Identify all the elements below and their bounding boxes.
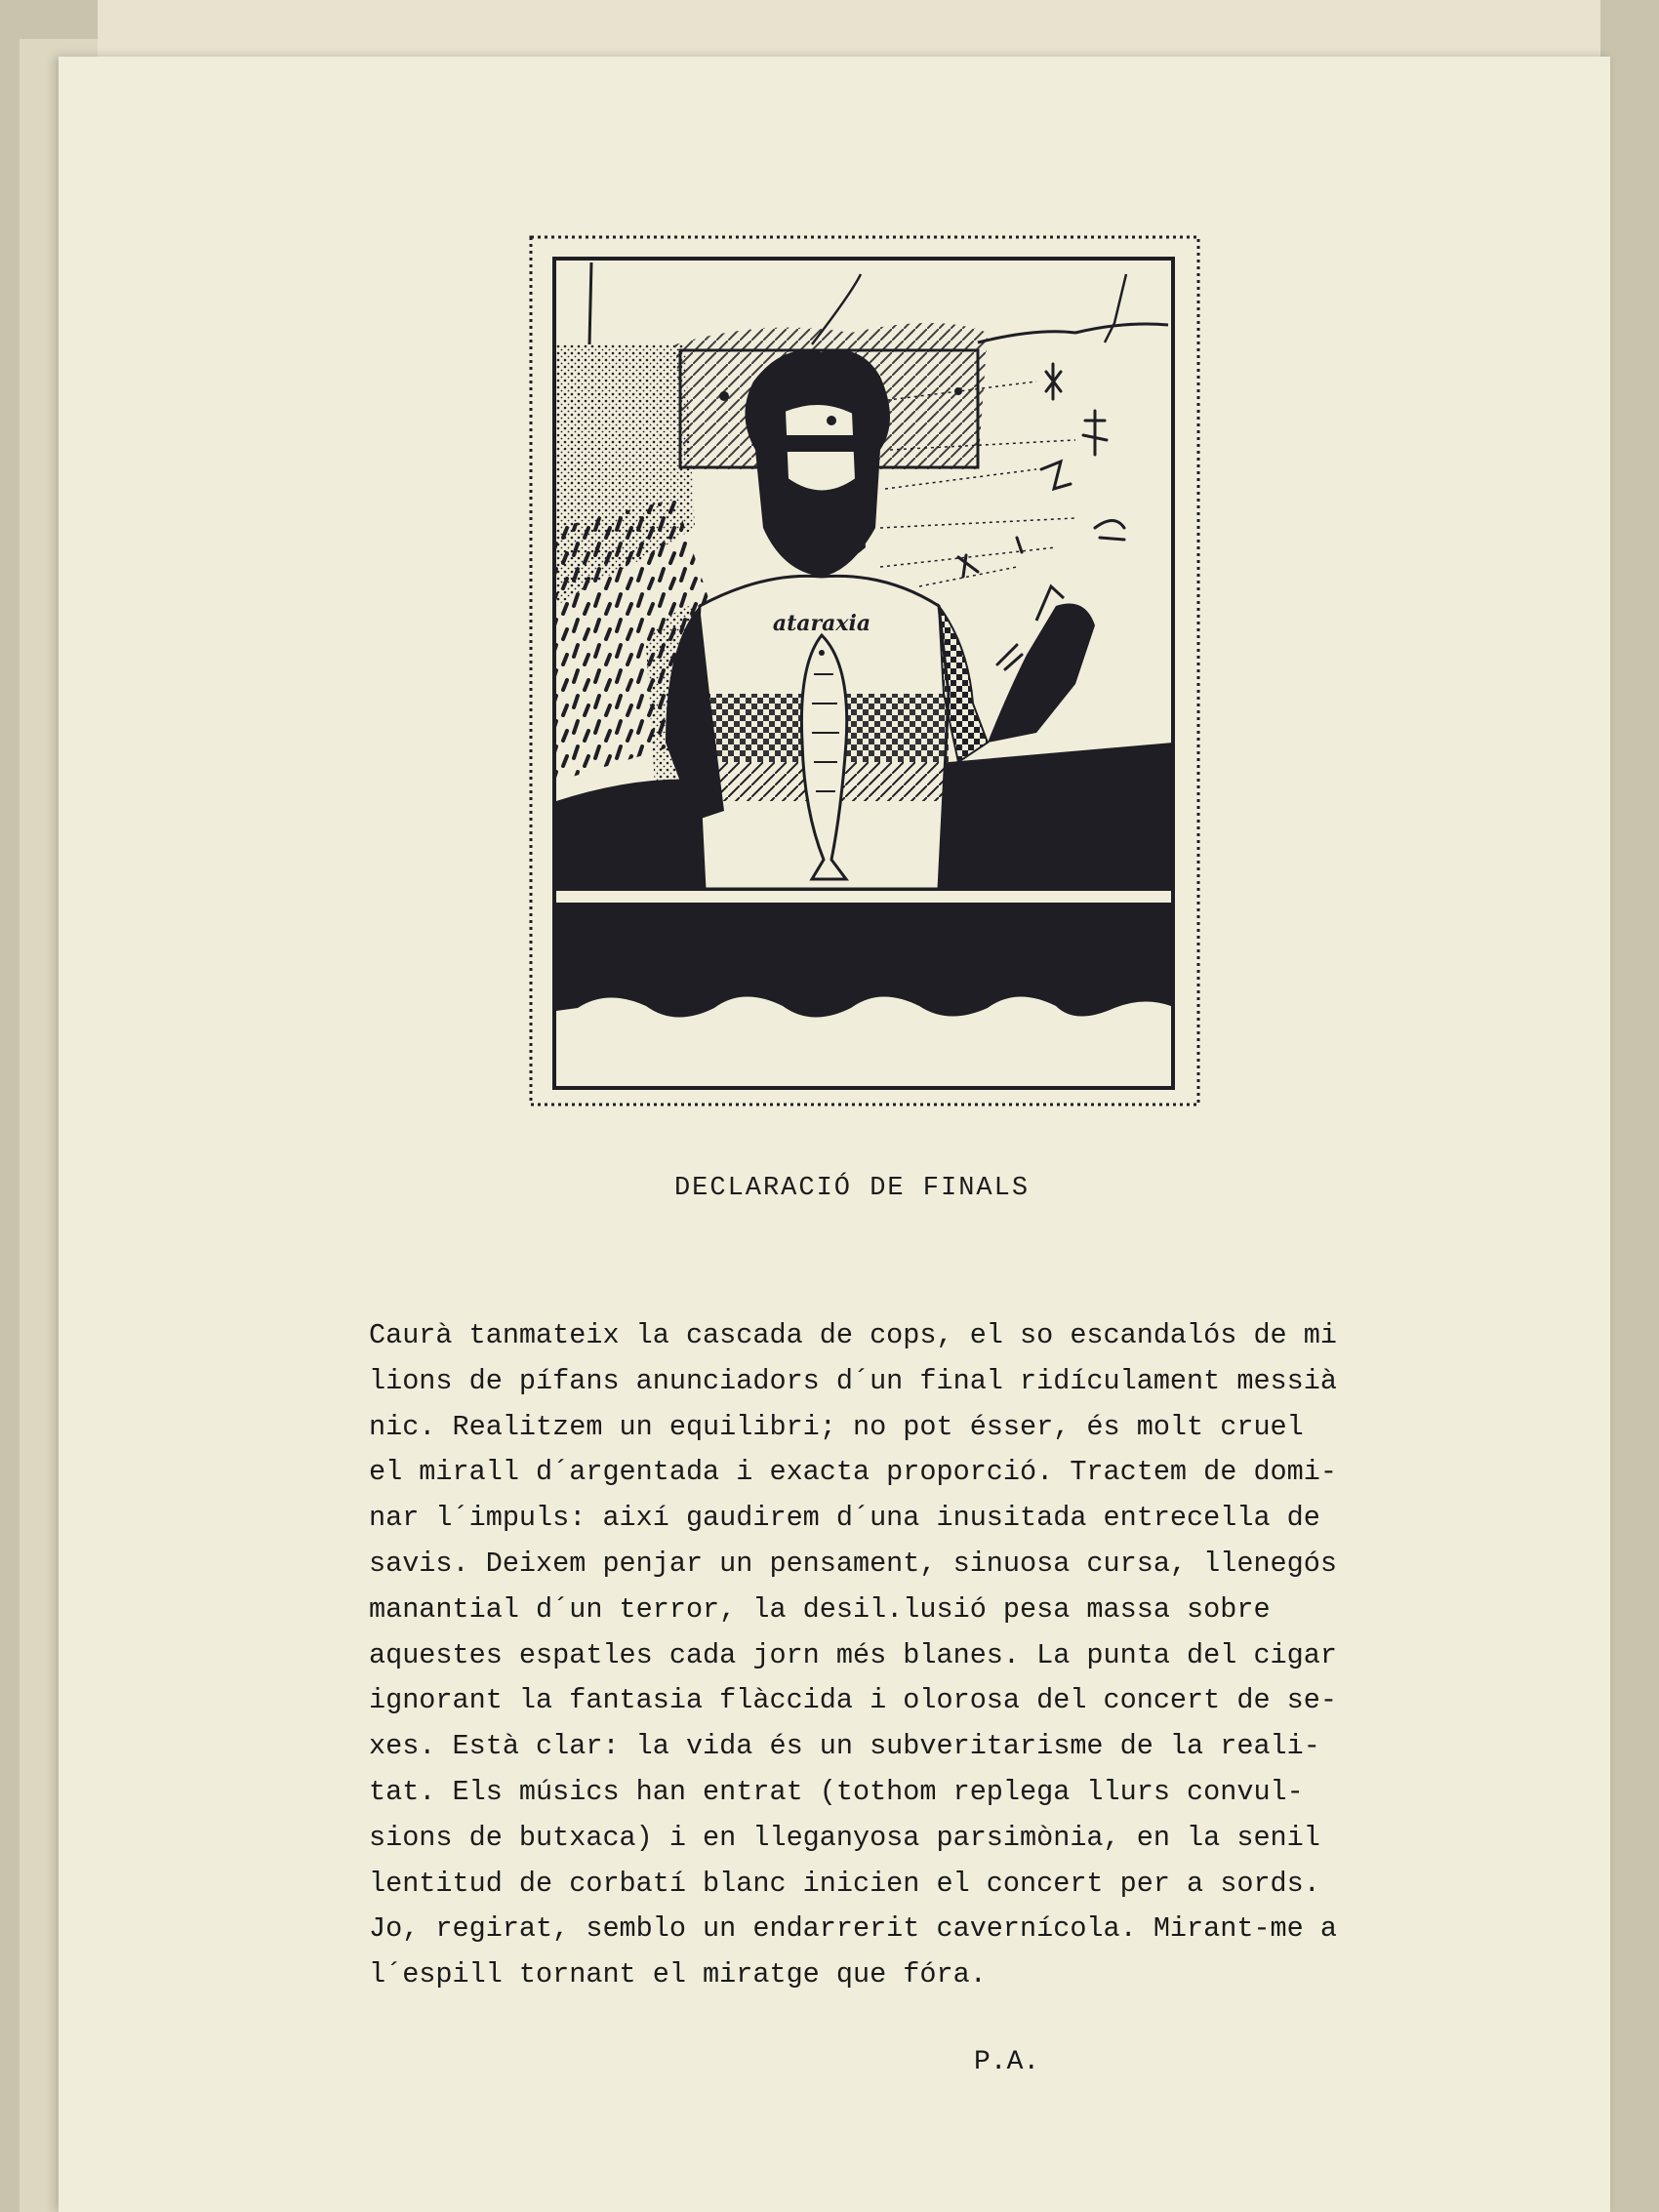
illustration <box>529 235 1200 1106</box>
paragraph-line: ignorant la fantasia flàccida i olorosa del concert de se- <box>369 1684 1337 1717</box>
paragraph-line: l´espill tornant el miratge que fóra. <box>369 1958 987 1991</box>
paragraph-line: aquestes espatles cada jorn més blanes. La punta del cigar <box>369 1638 1337 1671</box>
document-page <box>59 57 1610 2212</box>
paragraph-line: sions de butxaca) i en lleganyosa parsimònia, en la senil <box>369 1821 1320 1854</box>
paragraph-line: manantial d´un terror, la desil.lusió pesa massa sobre <box>369 1592 1271 1626</box>
chest-word: ataraxia <box>772 611 871 636</box>
paragraph-line: nic. Realitzem un equilibri; no pot ésser, és molt cruel <box>369 1410 1304 1443</box>
paragraph-line: savis. Deixem penjar un pensament, sinuosa cursa, llenegós <box>369 1547 1337 1580</box>
paragraph-line: el mirall d´argentada i exacta proporció. Tractem de domi- <box>369 1456 1337 1489</box>
paragraph-line: lions de pífans anunciadors d´un final ridículament messià <box>369 1364 1337 1397</box>
paragraph-line: lentitud de corbatí blanc inicien el concert per a sords. <box>369 1867 1320 1900</box>
paragraph-line: Jo, regirat, semblo un endarrerit cavernícola. Mirant-me a <box>369 1912 1337 1946</box>
paragraph-line: nar l´impuls: així gaudirem d´una inusitada entrecella de <box>369 1502 1320 1535</box>
paragraph-line: Caurà tanmateix la cascada de cops, el so escandalós de mi <box>369 1319 1337 1351</box>
illustration-drawing <box>529 235 1200 1106</box>
signature-initials: P.A. <box>974 2047 1040 2077</box>
document-title: DECLARACIÓ DE FINALS <box>673 1174 1031 1203</box>
paragraph-line: tat. Els músics han entrat (tothom replega llurs convul- <box>369 1775 1304 1808</box>
body-paragraph <box>369 1313 1491 1998</box>
paragraph-line: xes. Està clar: la vida és un subveritarisme de la reali- <box>369 1730 1320 1763</box>
